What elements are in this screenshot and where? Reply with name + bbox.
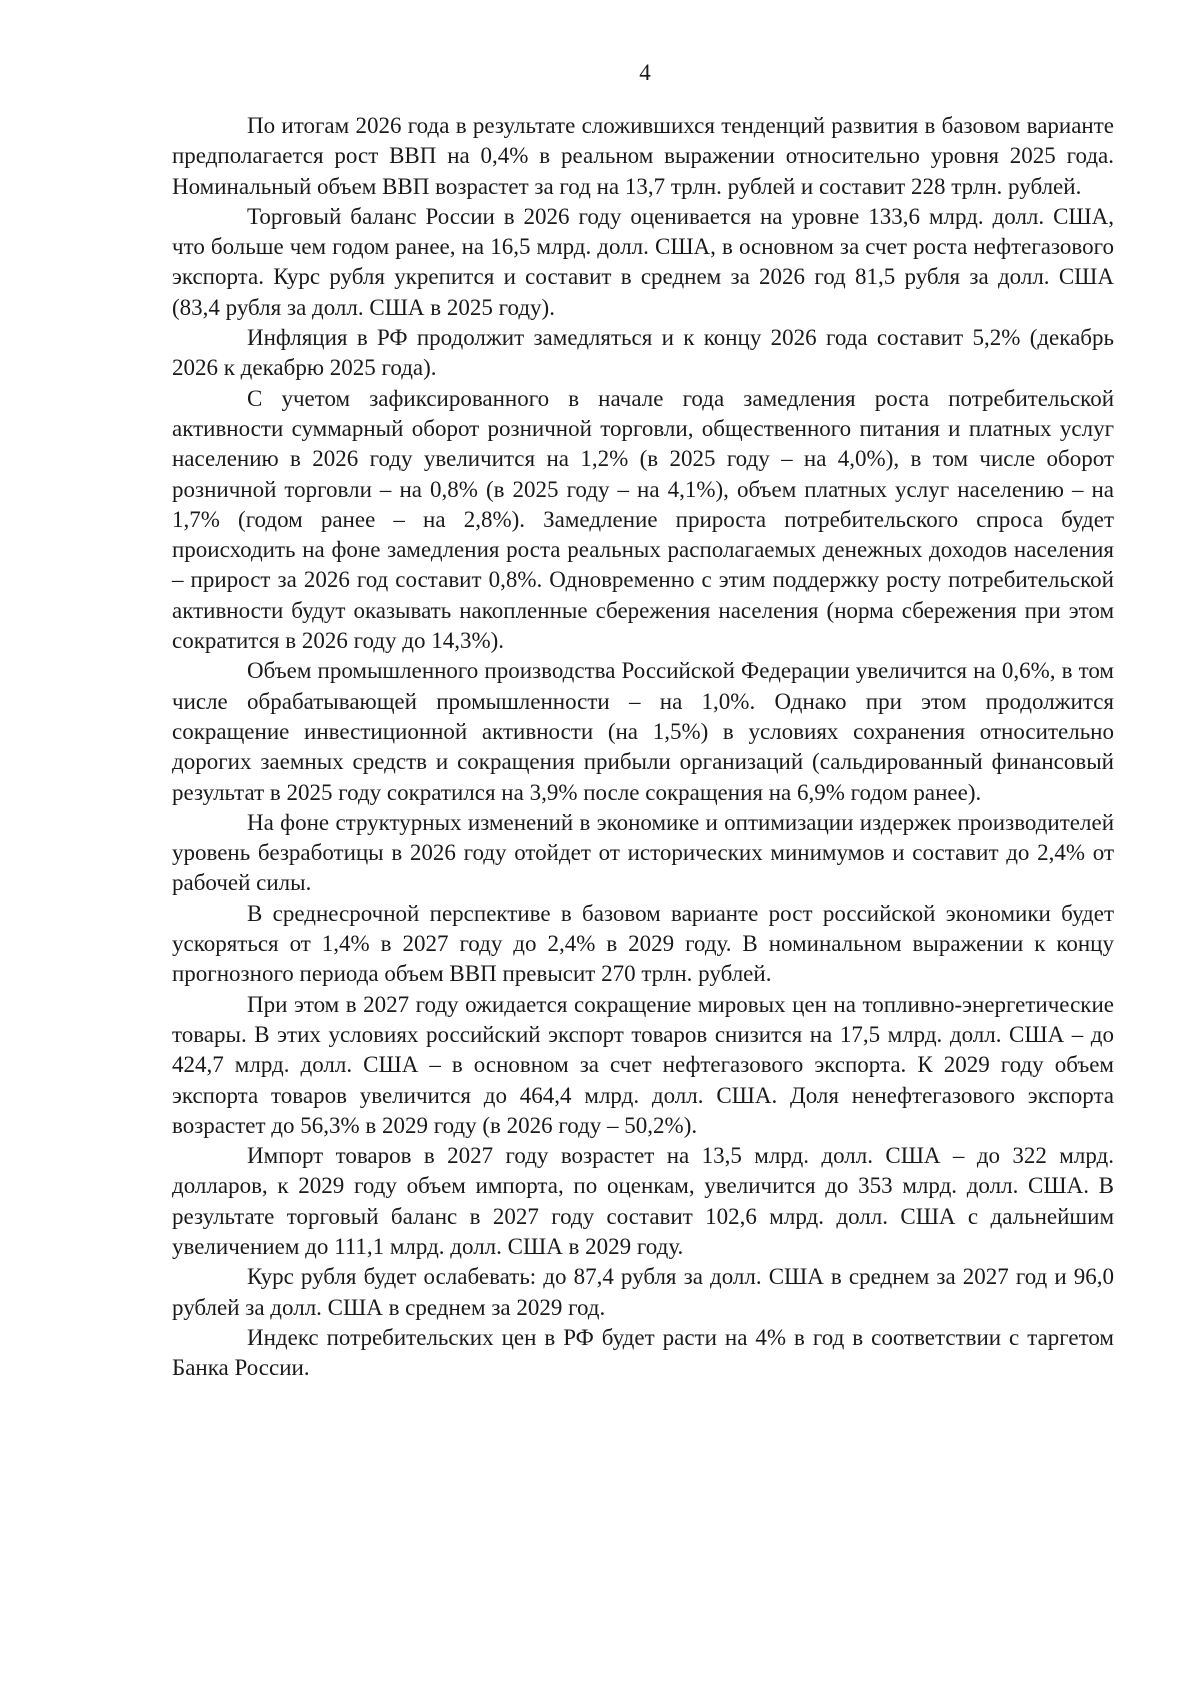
paragraph-imports: Импорт товаров в 2027 году возрастет на 13,5 млрд. долл. США – до 322 млрд. долларов, к 2029 году объем импорта, по оценкам, увеличится до 353 млрд. долл. США. В результате торговый баланс в 2027 году составит 102,6 млрд. долл. США с дальнейшим увеличением до 111,1 млрд. долл. США в 2029 году. bbox=[172, 1143, 1114, 1259]
paragraph-exports: При этом в 2027 году ожидается сокращение мировых цен на топливно-энергетические товары. В этих условиях российский экспорт товаров снизится на 17,5 млрд. долл. США – до 424,7 млрд. долл. США – в основном за счет нефтегазового экспорта. К 2029 году объем экспорта товаров увеличится до 464,4 млрд. долл. США. Доля ненефтегазового экспорта возрастет до 56,3% в 2029 году (в 2026 году – 50,2%). bbox=[172, 991, 1114, 1138]
paragraph-inflation-2026: Инфляция в РФ продолжит замедляться и к концу 2026 года составит 5,2% (декабрь 2026 к декабрю 2025 года). bbox=[172, 325, 1114, 381]
paragraph-trade-balance-2026: Торговый баланс России в 2026 году оценивается на уровне 133,6 млрд. долл. США, что больше чем годом ранее, на 16,5 млрд. долл. США, в основном за счет роста нефтегазового экспорта. Курс рубля укрепится и составит в среднем за 2026 год 81,5 рубля за долл. США (83,4 рубля за долл. США в 2025 году). bbox=[172, 203, 1114, 320]
paragraph-unemployment: На фоне структурных изменений в экономике и оптимизации издержек производителей уровень безработицы в 2026 году отойдет от исторических минимумов и составит до 2,4% от рабочей силы. bbox=[172, 809, 1114, 896]
document-body bbox=[172, 111, 1114, 1383]
paragraph-gdp-2026: По итогам 2026 года в результате сложившихся тенденций развития в базовом варианте предполагается рост ВВП на 0,4% в реальном выражении относительно уровня 2025 года. Номинальный объем ВВП возрастет за год на 13,7 трлн. рублей и составит 228 трлн. рублей. bbox=[172, 113, 1114, 199]
paragraph-exchange-rate: Курс рубля будет ослабевать: до 87,4 рубля за долл. США в среднем за 2027 год и 96,0 рублей за долл. США в среднем за 2029 год. bbox=[172, 1264, 1114, 1320]
page-number: 4 bbox=[639, 60, 651, 85]
paragraph-cpi: Индекс потребительских цен в РФ будет расти на 4% в год в соответствии с таргетом Банка России. bbox=[172, 1324, 1114, 1381]
paragraph-industrial-production: Объем промышленного производства Российской Федерации увеличится на 0,6%, в том числе обрабатывающей промышленности – на 1,0%. Однако при этом продолжится сокращение инвестиционной активности (на 1,5%) в условиях сохранения относительно дорогих заемных средств и сокращения прибыли организаций (сальдированный финансовый результат в 2025 году сократился на 3,9% после сокращения на 6,9% годом ранее). bbox=[172, 658, 1114, 805]
paragraph-consumer-activity: С учетом зафиксированного в начале года замедления роста потребительской активности суммарный оборот розничной торговли, общественного питания и платных услуг населению в 2026 году увеличится на 1,2% (в 2025 году – на 4,0%), в том числе оборот розничной торговли – на 0,8% (в 2025 году – на 4,1%), объем платных услуг населению – на 1,7% (годом ранее – на 2,8%). Замедление прироста потребительского спроса будет происходить на фоне замедления роста реальных располагаемых денежных доходов населения – прирост за 2026 год составит 0,8%. Одновременно с этим поддержку росту потребительской активности будут оказывать накопленные сбережения населения (норма сбережения при этом сократится в 2026 году до 14,3%). bbox=[172, 385, 1114, 654]
paragraph-medium-term-growth: В среднесрочной перспективе в базовом варианте рост российской экономики будет ускоряться от 1,4% в 2027 году до 2,4% в 2029 году. В номинальном выражении к концу прогнозного периода объем ВВП превысит 270 трлн. рублей. bbox=[172, 900, 1114, 987]
